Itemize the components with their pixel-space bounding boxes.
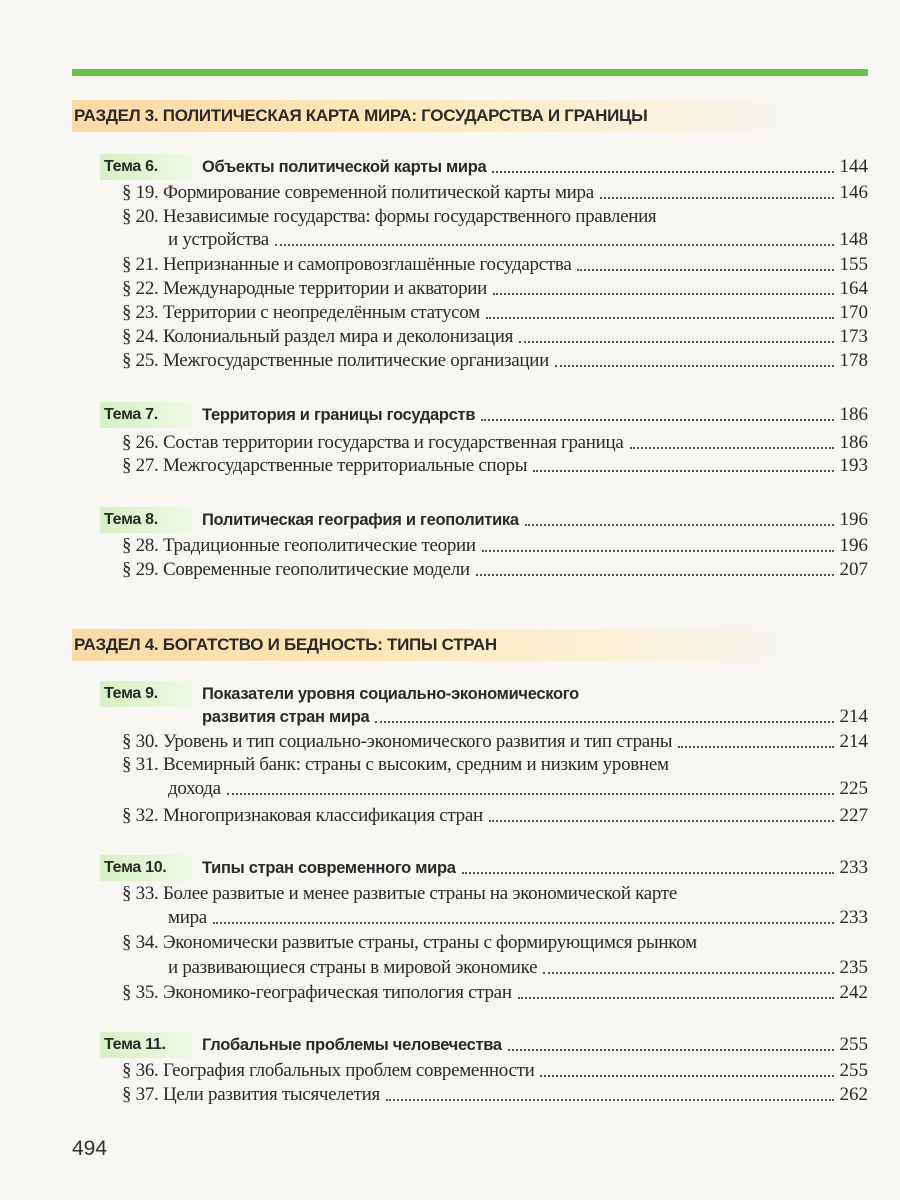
page-ref: 193: [839, 455, 868, 476]
page-ref: 207: [839, 559, 868, 580]
tema-title: [202, 508, 868, 532]
section-header: [72, 629, 792, 661]
paragraph-entry: [122, 349, 868, 373]
entry-title: § 23. Территории с неопределённым статусом: [122, 302, 480, 323]
entry-title: § 21. Непризнанные и самопровозглашённые государства: [122, 254, 572, 275]
dot-leader: [462, 872, 834, 874]
section-title: РАЗДЕЛ 3. ПОЛИТИЧЕСКАЯ КАРТА МИРА: ГОСУДАРСТВА И ГРАНИЦЫ: [74, 106, 648, 125]
page-ref: 255: [839, 1060, 868, 1081]
entry-title: развития стран мира: [202, 708, 370, 726]
tema-title-cont: [202, 705, 868, 729]
page-ref: 164: [839, 278, 868, 299]
entry-title: § 31. Всемирный банк: страны с высоким, средним и низким уровнем: [122, 754, 669, 775]
tema-title: [202, 682, 868, 706]
entry-title: § 28. Традиционные геополитические теории: [122, 535, 476, 556]
top-green-rule: [72, 69, 868, 76]
dot-leader: [630, 447, 834, 449]
page-ref: 255: [839, 1034, 868, 1055]
dot-leader: [540, 1075, 833, 1077]
page-ref: 233: [839, 907, 868, 928]
paragraph-entry-cont: [168, 956, 868, 980]
entry-title: § 26. Состав территории государства и государственная граница: [122, 432, 624, 453]
tema-label: Тема 8.: [104, 511, 158, 528]
entry-title: Объекты политической карты мира: [202, 158, 487, 176]
dot-leader: [482, 550, 834, 552]
entry-title: Глобальные проблемы человечества: [202, 1036, 502, 1054]
entry-title: Политическая география и геополитика: [202, 511, 519, 529]
page-ref: 196: [839, 535, 868, 556]
entry-title: § 37. Цели развития тысячелетия: [122, 1084, 380, 1105]
paragraph-entry: [122, 205, 868, 229]
paragraph-entry: [122, 931, 868, 955]
page-ref: 233: [839, 857, 868, 878]
dot-leader: [375, 721, 833, 723]
page-ref: 225: [839, 778, 868, 799]
dot-leader: [555, 365, 834, 367]
dot-leader: [275, 244, 834, 246]
dot-leader: [600, 197, 834, 199]
dot-leader: [678, 746, 833, 748]
entry-title: § 27. Межгосударственные территориальные споры: [122, 455, 528, 476]
entry-title: и устройства: [168, 229, 269, 250]
entry-title: § 34. Экономически развитые страны, страны с формирующимся рынком: [122, 932, 697, 953]
section-title: РАЗДЕЛ 4. БОГАТСТВО И БЕДНОСТЬ: ТИПЫ СТРАН: [74, 635, 497, 654]
entry-title: § 22. Международные территории и акватории: [122, 278, 488, 299]
page-ref: 186: [839, 404, 868, 425]
paragraph-entry: [122, 753, 868, 777]
paragraph-entry: [122, 882, 868, 906]
entry-title: дохода: [168, 778, 221, 799]
entry-title: § 35. Экономико-географическая типология стран: [122, 982, 512, 1003]
entry-title: § 33. Более развитые и менее развитые страны на экономической карте: [122, 883, 678, 904]
entry-title: § 29. Современные геополитические модели: [122, 559, 470, 580]
dot-leader: [519, 341, 833, 343]
tema-label: Тема 6.: [104, 158, 158, 175]
dot-leader: [213, 922, 834, 924]
dot-leader: [492, 171, 833, 173]
entry-title: § 25. Межгосударственные политические организации: [122, 350, 549, 371]
page-ref: 170: [839, 302, 868, 323]
page-ref: 227: [839, 805, 868, 826]
page-ref: 144: [839, 156, 868, 177]
entry-title: § 19. Формирование современной политической карты мира: [122, 182, 594, 203]
paragraph-entry-cont: [168, 777, 868, 801]
page-ref: 155: [839, 254, 868, 275]
paragraph-entry: [122, 730, 868, 754]
page-ref: 242: [839, 982, 868, 1003]
entry-title: и развивающиеся страны в мировой экономике: [168, 957, 538, 978]
entry-title: Показатели уровня социально-экономического: [202, 685, 579, 703]
tema-title: [202, 856, 868, 880]
page-ref: 196: [839, 509, 868, 530]
paragraph-entry: [122, 325, 868, 349]
entry-title: Территория и границы государств: [202, 406, 476, 424]
paragraph-entry: [122, 981, 868, 1005]
paragraph-entry: [122, 277, 868, 301]
page-ref: 148: [839, 229, 868, 250]
entry-title: § 20. Независимые государства: формы государственного правления: [122, 206, 657, 227]
dot-leader: [533, 470, 833, 472]
paragraph-entry: [122, 301, 868, 325]
paragraph-entry: [122, 253, 868, 277]
page-ref: 214: [839, 706, 868, 727]
dot-leader: [525, 524, 834, 526]
dot-leader: [386, 1099, 834, 1101]
paragraph-entry: [122, 181, 868, 205]
entry-title: § 32. Многопризнаковая классификация стран: [122, 805, 483, 826]
dot-leader: [489, 820, 834, 822]
page-ref: 146: [839, 182, 868, 203]
paragraph-entry-cont: [168, 228, 868, 252]
tema-label: Тема 10.: [104, 859, 167, 876]
page-ref: 173: [839, 326, 868, 347]
entry-title: Типы стран современного мира: [202, 859, 456, 877]
dot-leader: [577, 269, 833, 271]
entry-title: § 24. Колониальный раздел мира и деколонизация: [122, 326, 514, 347]
page-ref: 178: [839, 350, 868, 371]
entry-title: § 36. География глобальных проблем современности: [122, 1060, 535, 1081]
entry-title: § 30. Уровень и тип социально-экономического развития и тип страны: [122, 731, 673, 752]
page-ref: 235: [839, 957, 868, 978]
tema-label: Тема 11.: [104, 1036, 166, 1053]
tema-title: [202, 403, 868, 427]
page-number: 494: [72, 1137, 108, 1160]
dot-leader: [508, 1049, 834, 1051]
dot-leader: [486, 317, 834, 319]
page-ref: 262: [839, 1084, 868, 1105]
dot-leader: [518, 997, 834, 999]
paragraph-entry: [122, 454, 868, 478]
dot-leader: [493, 293, 833, 295]
section-header: [72, 100, 792, 132]
paragraph-entry: [122, 1059, 868, 1083]
paragraph-entry: [122, 804, 868, 828]
paragraph-entry: [122, 558, 868, 582]
tema-label: Тема 9.: [104, 685, 158, 702]
paragraph-entry: [122, 534, 868, 558]
dot-leader: [476, 574, 834, 576]
paragraph-entry: [122, 431, 868, 455]
paragraph-entry: [122, 1083, 868, 1107]
dot-leader: [227, 793, 834, 795]
tema-label: Тема 7.: [104, 406, 158, 423]
entry-title: мира: [168, 907, 207, 928]
paragraph-entry-cont: [168, 906, 868, 930]
tema-title: [202, 155, 868, 179]
dot-leader: [481, 419, 833, 421]
page-ref: 214: [839, 731, 868, 752]
tema-title: [202, 1033, 868, 1057]
dot-leader: [543, 972, 833, 974]
page-ref: 186: [839, 432, 868, 453]
